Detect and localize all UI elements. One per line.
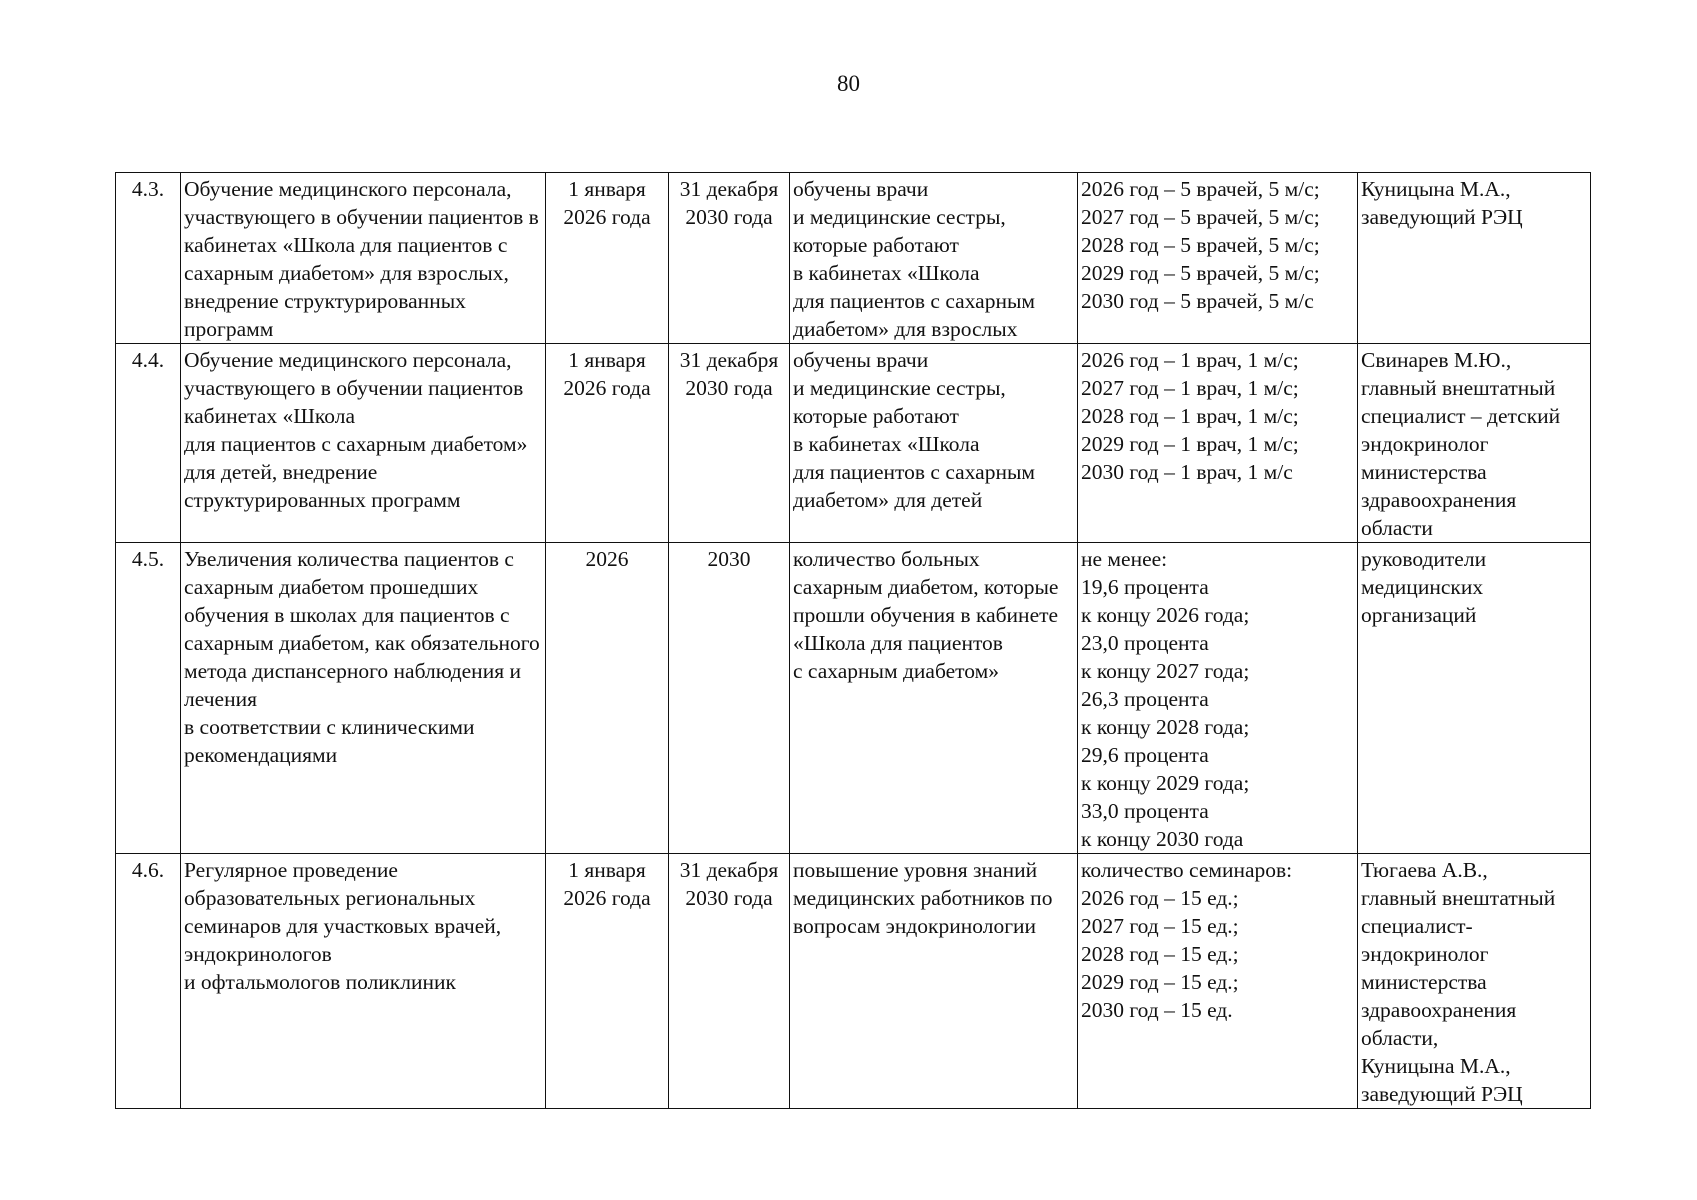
table-row [116, 344, 1591, 543]
start-date-cell: 1 января 2026 года [546, 344, 669, 543]
activity-cell: Обучение медицинского персонала, участвующего в обучении пациентов в кабинетах «Школа для пациентов с сахарным диабетом» для взрослых, внедрение структурированных программ [181, 173, 546, 344]
table-row [116, 854, 1591, 1109]
responsible-cell: Куницына М.А., заведующий РЭЦ [1358, 173, 1591, 344]
result-cell: количество больных сахарным диабетом, которые прошли обучения в кабинете «Школа для пациентов с сахарным диабетом» [790, 543, 1078, 854]
start-date-cell: 2026 [546, 543, 669, 854]
start-date-cell: 1 января 2026 года [546, 173, 669, 344]
start-date-cell: 1 января 2026 года [546, 854, 669, 1109]
indicator-cell: 2026 год – 5 врачей, 5 м/с; 2027 год – 5 врачей, 5 м/с; 2028 год – 5 врачей, 5 м/с; 2029 год – 5 врачей, 5 м/с; 2030 год – 5 врачей, 5 м/с [1078, 173, 1358, 344]
indicator-cell: 2026 год – 1 врач, 1 м/с; 2027 год – 1 врач, 1 м/с; 2028 год – 1 врач, 1 м/с; 2029 год – 1 врач, 1 м/с; 2030 год – 1 врач, 1 м/с [1078, 344, 1358, 543]
table-row [116, 173, 1591, 344]
page-number: 80 [837, 71, 860, 96]
activities-table [115, 172, 1591, 1109]
end-date-cell: 31 декабря 2030 года [669, 344, 790, 543]
end-date-cell: 31 декабря 2030 года [669, 854, 790, 1109]
indicator-cell: количество семинаров: 2026 год – 15 ед.; 2027 год – 15 ед.; 2028 год – 15 ед.; 2029 год – 15 ед.; 2030 год – 15 ед. [1078, 854, 1358, 1109]
responsible-cell: Тюгаева А.В., главный внештатный специалист-эндокринолог министерства здравоохранения области, Куницына М.А., заведующий РЭЦ [1358, 854, 1591, 1109]
activity-cell: Обучение медицинского персонала, участвующего в обучении пациентов кабинетах «Школа для пациентов с сахарным диабетом» для детей, внедрение структурированных программ [181, 344, 546, 543]
result-cell: обучены врачи и медицинские сестры, которые работают в кабинетах «Школа для пациентов с сахарным диабетом» для детей [790, 344, 1078, 543]
indicator-cell: не менее: 19,6 процента к концу 2026 года; 23,0 процента к концу 2027 года; 26,3 процента к концу 2028 года; 29,6 процента к концу 2029 года; 33,0 процента к концу 2030 года [1078, 543, 1358, 854]
row-number: 4.3. [116, 173, 181, 344]
activity-cell: Увеличения количества пациентов с сахарным диабетом прошедших обучения в школах для пациентов с сахарным диабетом, как обязательного метода диспансерного наблюдения и лечения в соответствии с клиническими рекомендациями [181, 543, 546, 854]
row-number: 4.5. [116, 543, 181, 854]
responsible-cell: руководители медицинских организаций [1358, 543, 1591, 854]
responsible-cell: Свинарев М.Ю., главный внештатный специалист – детский эндокринолог министерства здравоохранения области [1358, 344, 1591, 543]
row-number: 4.6. [116, 854, 181, 1109]
table-row [116, 543, 1591, 854]
activity-cell: Регулярное проведение образовательных региональных семинаров для участковых врачей, эндокринологов и офтальмологов поликлиник [181, 854, 546, 1109]
end-date-cell: 31 декабря 2030 года [669, 173, 790, 344]
result-cell: обучены врачи и медицинские сестры, которые работают в кабинетах «Школа для пациентов с сахарным диабетом» для взрослых [790, 173, 1078, 344]
result-cell: повышение уровня знаний медицинских работников по вопросам эндокринологии [790, 854, 1078, 1109]
row-number: 4.4. [116, 344, 181, 543]
end-date-cell: 2030 [669, 543, 790, 854]
